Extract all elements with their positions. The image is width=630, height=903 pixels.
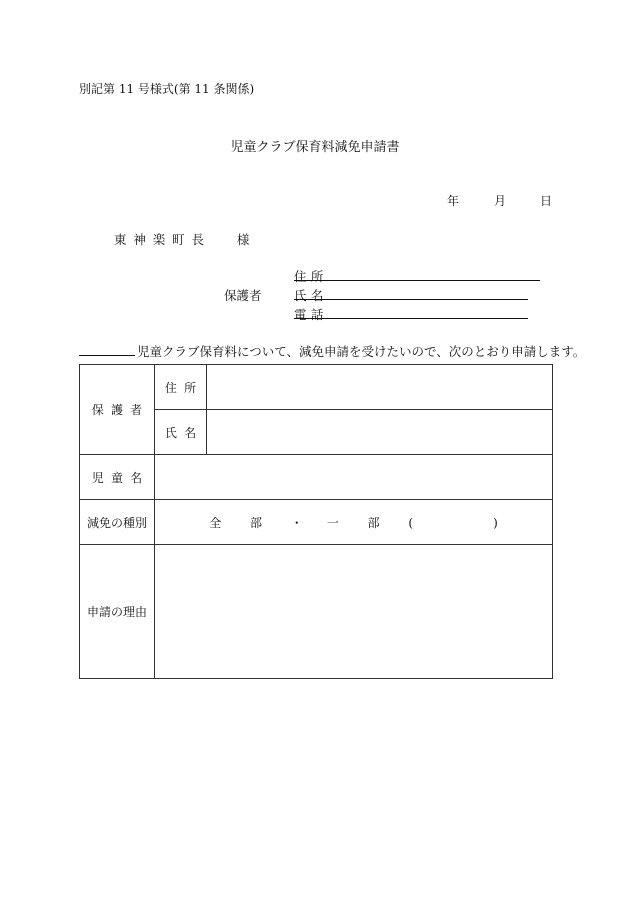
type-option-partial[interactable]: 一部	[326, 515, 409, 530]
document-title: 児童クラブ保育料減免申請書	[230, 140, 400, 155]
intro-sentence	[79, 342, 585, 360]
type-separator: ・	[290, 515, 303, 530]
table-type-options	[155, 500, 553, 545]
guardian-name-label: 氏名	[294, 288, 328, 303]
date-month-label: 月	[494, 194, 507, 208]
date-year-label: 年	[447, 194, 460, 208]
type-paren-open: (	[408, 515, 414, 530]
intro-blank-field[interactable]	[79, 342, 135, 356]
date-day-label: 日	[540, 194, 553, 208]
guardian-label: 保護者	[224, 288, 262, 303]
table-row-exemption-type	[80, 500, 553, 545]
guardian-phone-underline	[294, 318, 528, 319]
table-row-child-name	[80, 455, 553, 500]
table-name-input[interactable]	[207, 410, 553, 455]
type-option-all[interactable]: 全部	[209, 515, 291, 530]
addressee-honorific: 様	[236, 232, 250, 247]
table-child-label: 児童名	[80, 455, 155, 500]
form-identifier: 別記第 11 号様式(第 11 条関係)	[79, 82, 255, 96]
table-reason-label: 申請の理由	[80, 545, 155, 679]
table-name-label: 氏名	[155, 410, 207, 455]
table-guardian-label: 保護者	[80, 365, 155, 455]
type-paren-close: )	[493, 515, 498, 530]
table-row-reason	[80, 545, 553, 679]
guardian-address-underline	[294, 280, 540, 281]
table-reason-input[interactable]	[155, 545, 553, 679]
addressee-name: 東神楽町長	[114, 232, 211, 247]
table-type-label: 減免の種別	[80, 500, 155, 545]
table-row-guardian-address	[80, 365, 553, 410]
table-child-input[interactable]	[155, 455, 553, 500]
intro-text: 児童クラブ保育料について、減免申請を受けたいので、次のとおり申請します。	[137, 344, 586, 359]
guardian-name-underline	[294, 299, 528, 300]
guardian-phone-label: 電話	[294, 307, 328, 322]
table-address-label: 住所	[155, 365, 207, 410]
addressee	[114, 230, 249, 248]
table-address-input[interactable]	[207, 365, 553, 410]
guardian-address-label: 住所	[294, 269, 328, 284]
application-table	[79, 364, 553, 679]
